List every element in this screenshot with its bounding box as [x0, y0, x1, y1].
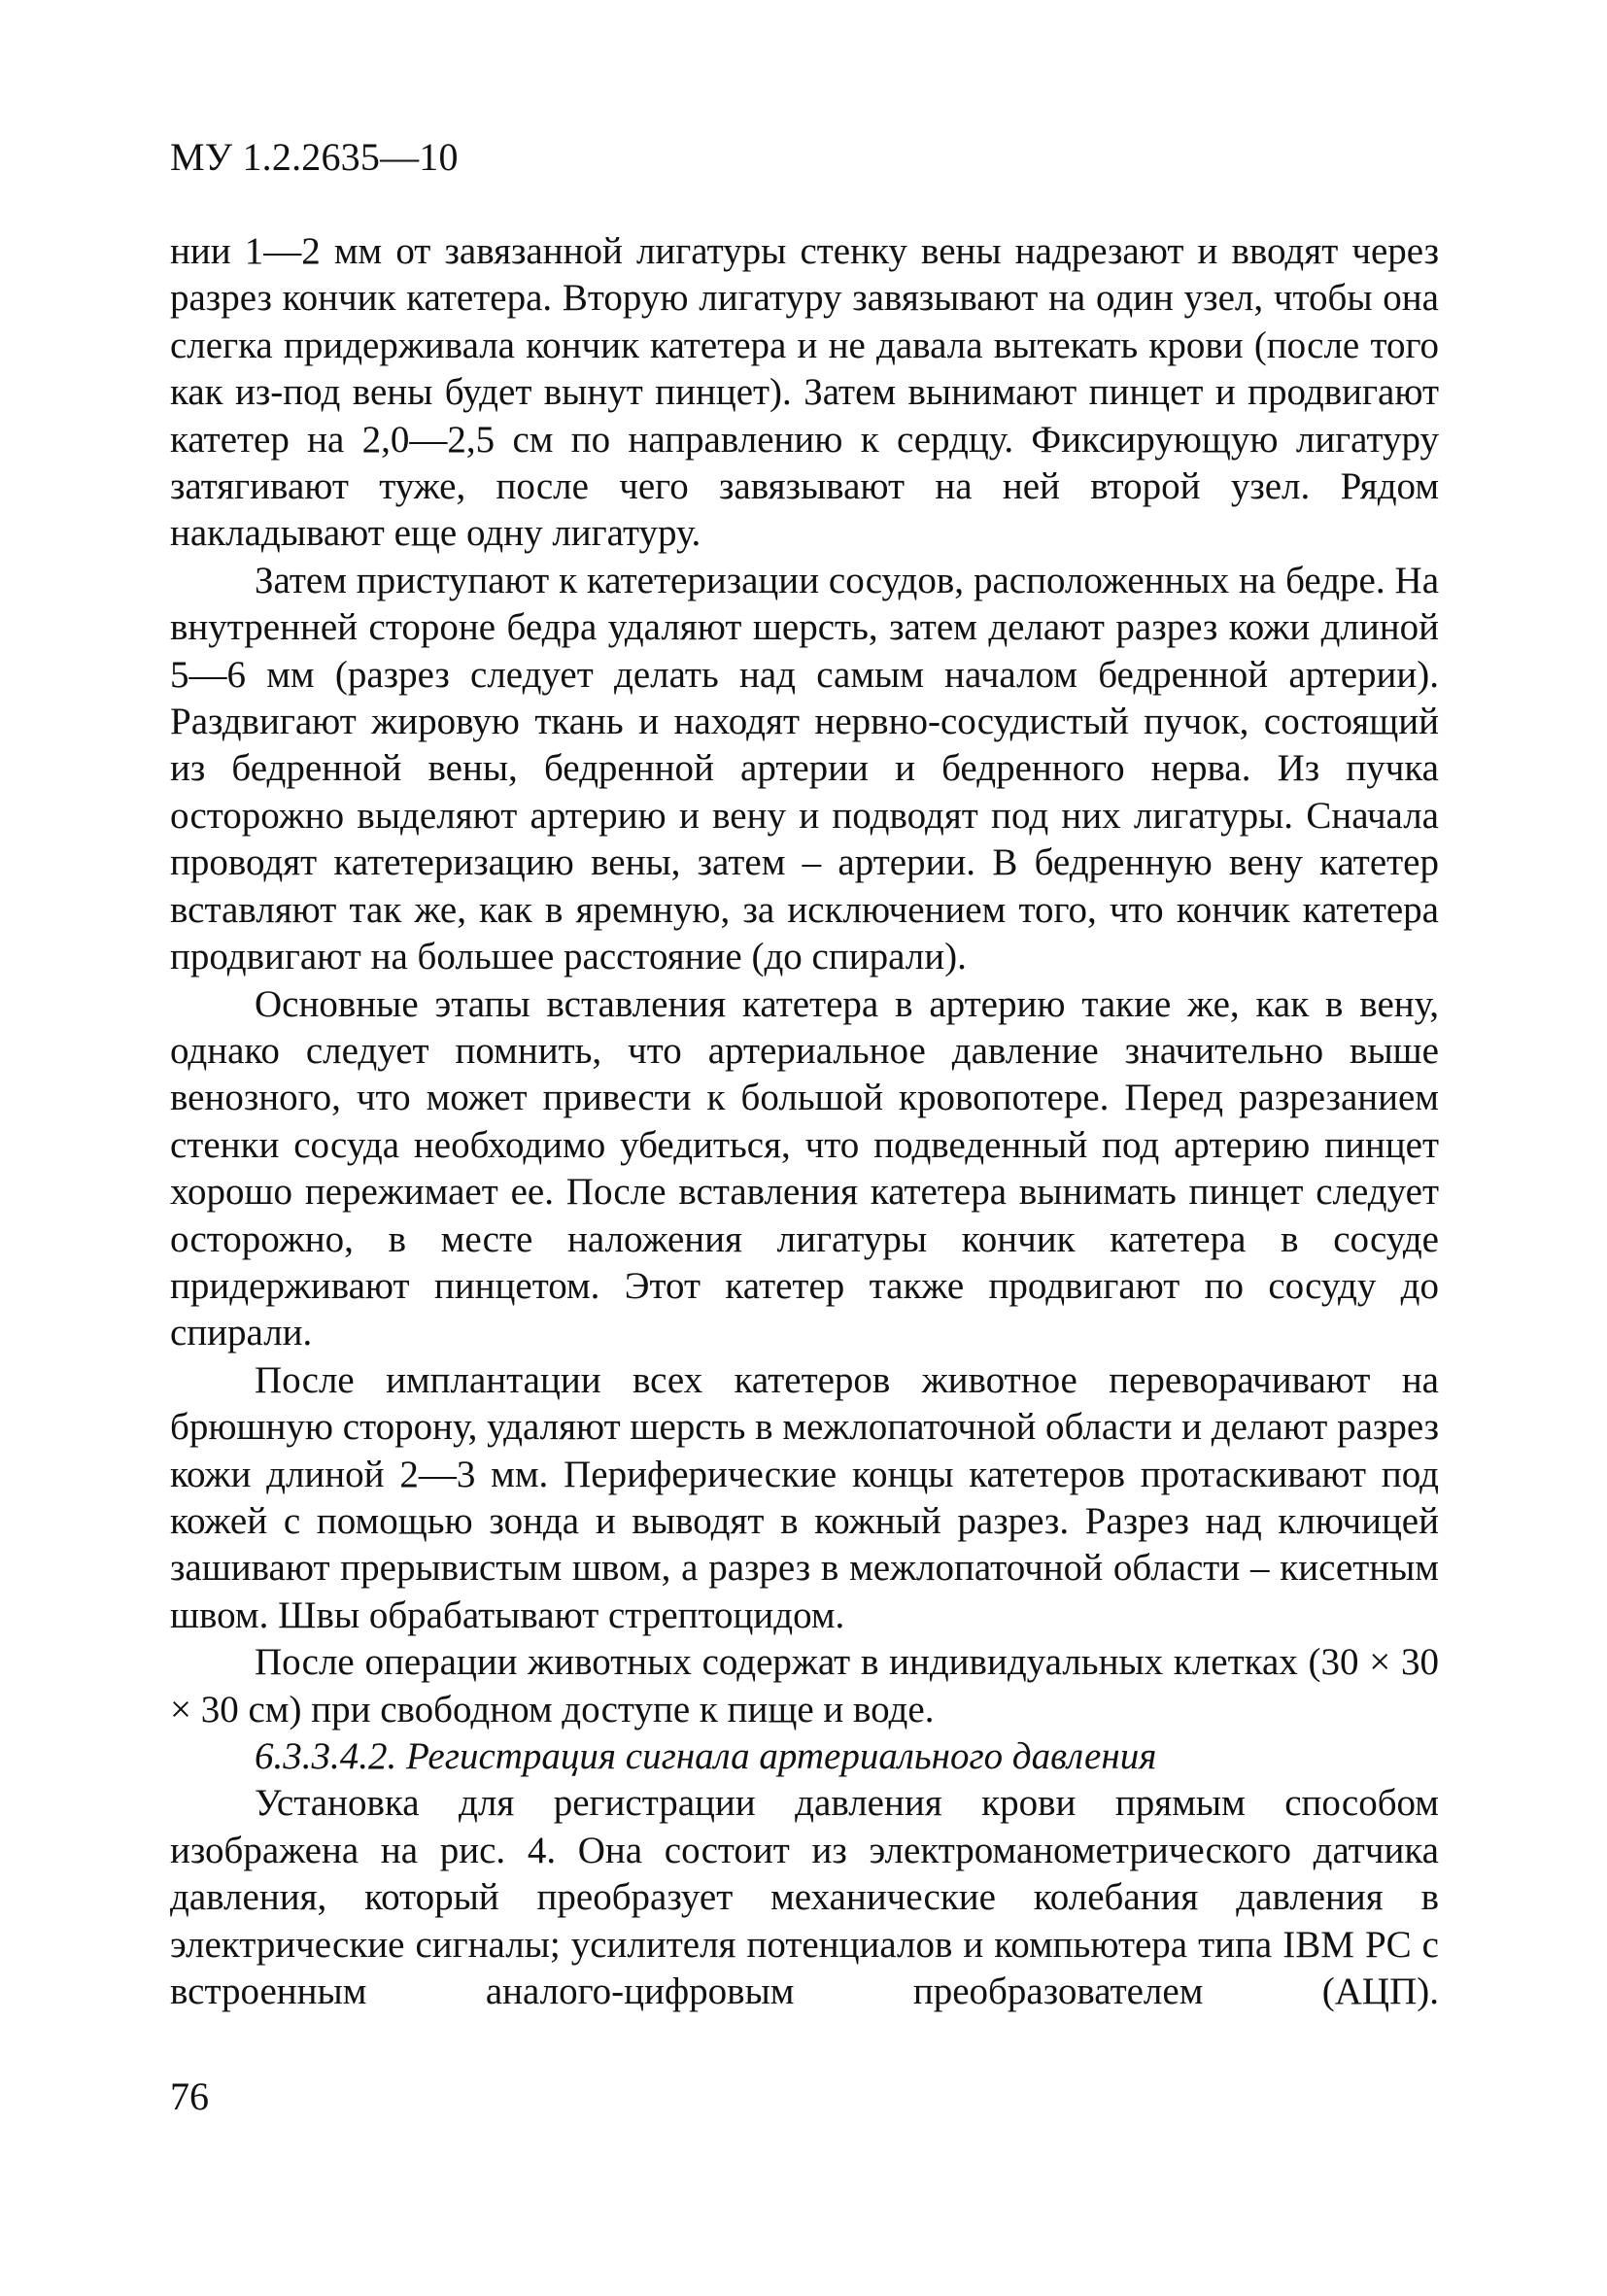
document-code-header: МУ 1.2.2635—10 — [170, 135, 459, 179]
paragraph-recording-setup: Установка для регистрации давления крови прямым способом изображена на рис. 4. Она состоит из электроманометрического датчика давления, который преобразует механические колебания давления в электрические сигналы; усилителя потенциалов и компьютера типа IBM PC с встроенным аналого-цифровым преобразователем (АЦП). — [170, 1782, 1439, 2013]
paragraph-after-implantation: После имплантации всех катетеров животное переворачивают на брюшную сторону, удаляют шерсть в межлопаточной области и делают разрез кожи длиной 2—3 мм. Периферические концы катетеров протаскивают под кожей с помощью зонда и выводят в кожный разрез. Разрез над ключицей зашивают прерывистым швом, а разрез в межлопаточной области – кисетным швом. Швы обрабатывают стрептоцидом. — [170, 1358, 1440, 1636]
paragraph-continuation: нии 1—2 мм от завязанной лигатуры стенку вены надрезают и вводят через разрез кончик катетера. Вторую лигатуру завязывают на один узел, чтобы она слегка придерживала кончик катетера и не давала вытекать крови (после того как из-под вены будет вынут пинцет). Затем вынимают пинцет и продвигают катетер на 2,0—2,5 см по направлению к сердцу. Фиксирующую лигатуру затягивают туже, после чего завязывают на ней второй узел. Рядом накладывают еще одну лигатуру. — [170, 230, 1439, 555]
paragraph-femoral-catheterization: Затем приступают к катетеризации сосудов, расположенных на бедре. На внутренней стороне бедра удаляют шерсть, затем делают разрез кожи длиной 5—6 мм (разрез следует делать над самым началом бедренной артерии). Раздвигают жировую ткань и находят нервно-сосудистый пучок, состоящий из бедренной вены, бедренной артерии и бедренного нерва. Из пучка осторожно выделяют артерию и вену и подводят под них лигатуры. Сначала проводят катетеризацию вены, затем – артерии. В бедренную вену катетер вставляют так же, как в яремную, за исключением того, что кончик катетера продвигают на большее расстояние (до спирали). — [170, 559, 1439, 978]
paragraph-arterial-insertion: Основные этапы вставления катетера в артерию такие же, как в вену, однако следует помнить, что артериальное давление значительно выше венозного, что может привести к большой кровопотере. Перед разрезанием стенки сосуда необходимо убедиться, что подведенный под артерию пинцет хорошо пережимает ее. После вставления катетера вынимать пинцет следует осторожно, в месте наложения лигатуры кончик катетера в сосуде придерживают пинцетом. Этот катетер также продвигают по сосуду до спирали. — [170, 982, 1439, 1354]
paragraph-housing: После операции животных содержат в индивидуальных клетках (30 × 30 × 30 см) при свободном доступе к пище и воде. — [170, 1641, 1439, 1731]
page-number: 76 — [170, 2074, 209, 2118]
section-subheading: 6.3.3.4.2. Регистрация сигнала артериального давления — [255, 1735, 1157, 1777]
body-text — [170, 228, 1439, 2015]
